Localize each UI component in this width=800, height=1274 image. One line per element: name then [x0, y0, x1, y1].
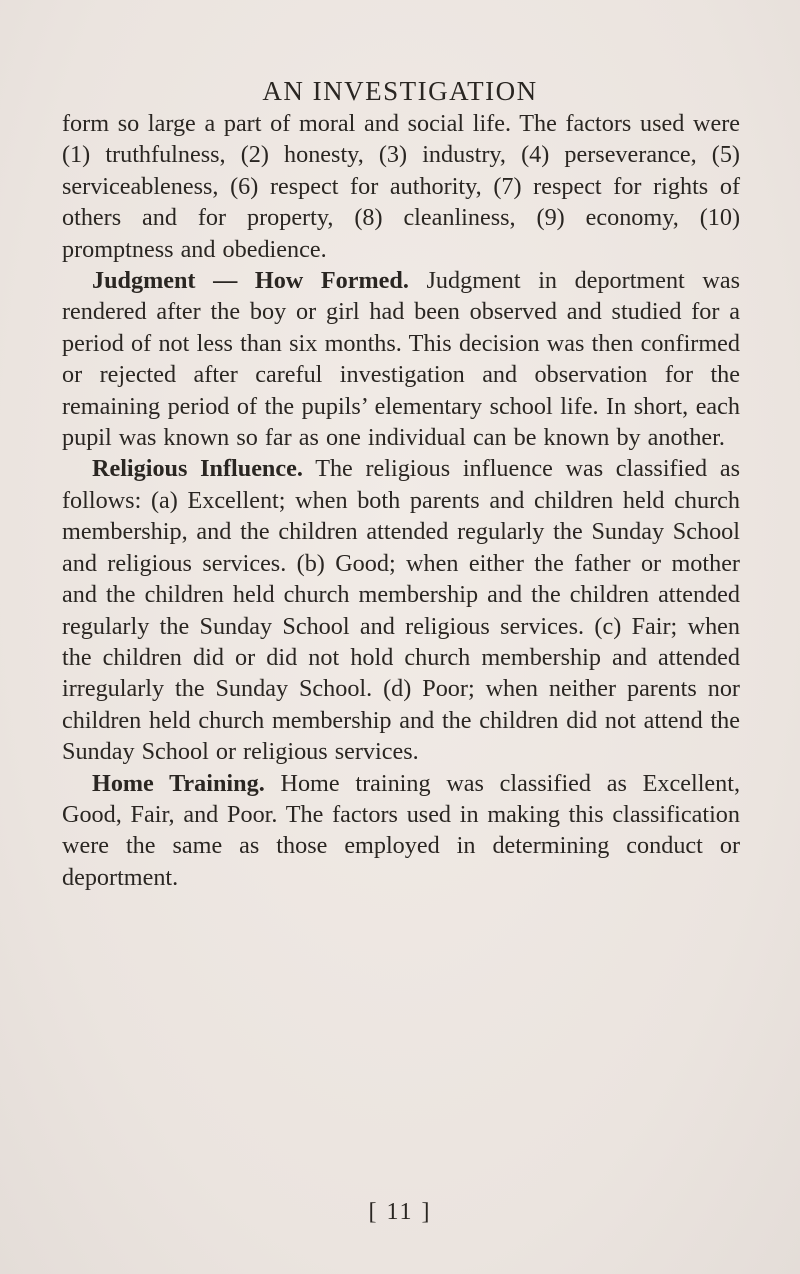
paragraph-continuation	[62, 108, 740, 265]
section-heading-religious-influence: Religious Influence.	[92, 455, 303, 483]
page-number: [ 11 ]	[368, 1199, 432, 1225]
section-heading-judgment: Judgment — How Formed.	[92, 267, 409, 295]
body-text	[62, 108, 740, 893]
paragraph-text: Judgment in deportment was rendered after the boy or girl had been observed and studied for a period of not less than six months. This decision was then confirmed or rejected after careful investigation and observation for the remaining period of the pupils’ elementary school life. In short, each pupil was known so far as one individual can be known by another.	[62, 267, 741, 452]
paragraph-home-training	[62, 768, 740, 894]
section-heading-home-training: Home Training.	[92, 769, 265, 797]
paragraph-text: Home training was classified as Excellent, Good, Fair, and Poor. The factors used in making this classification were the same as those employed in determining conduct or deportment.	[62, 769, 741, 891]
paragraph-text: form so large a part of moral and social life. The factors used were (1) truthfulness, (2) honesty, (3) industry, (4) perseverance, (5) serviceableness, (6) respect for authority, (7) respect for rights of others and for property, (8) cleanliness, (9) economy, (10) promptness and obedience.	[62, 110, 740, 263]
paragraph-judgment	[62, 265, 740, 453]
running-head: AN INVESTIGATION	[262, 76, 538, 106]
paragraph-text: The religious influence was classified as follows: (a) Excellent; when both parents and children held church membership, and the children attended regularly the Sunday School and religious services. (b) Good; when either the father or mother and the children held church membership and the children attended regularly the Sunday School and religious services. (c) Fair; when the children did or did not hold church membership and attended irregularly the Sunday School. (d) Poor; when neither parents nor children held church membership and the children did not attend the Sunday School or religious services.	[62, 455, 740, 766]
paragraph-religious-influence	[62, 453, 740, 767]
